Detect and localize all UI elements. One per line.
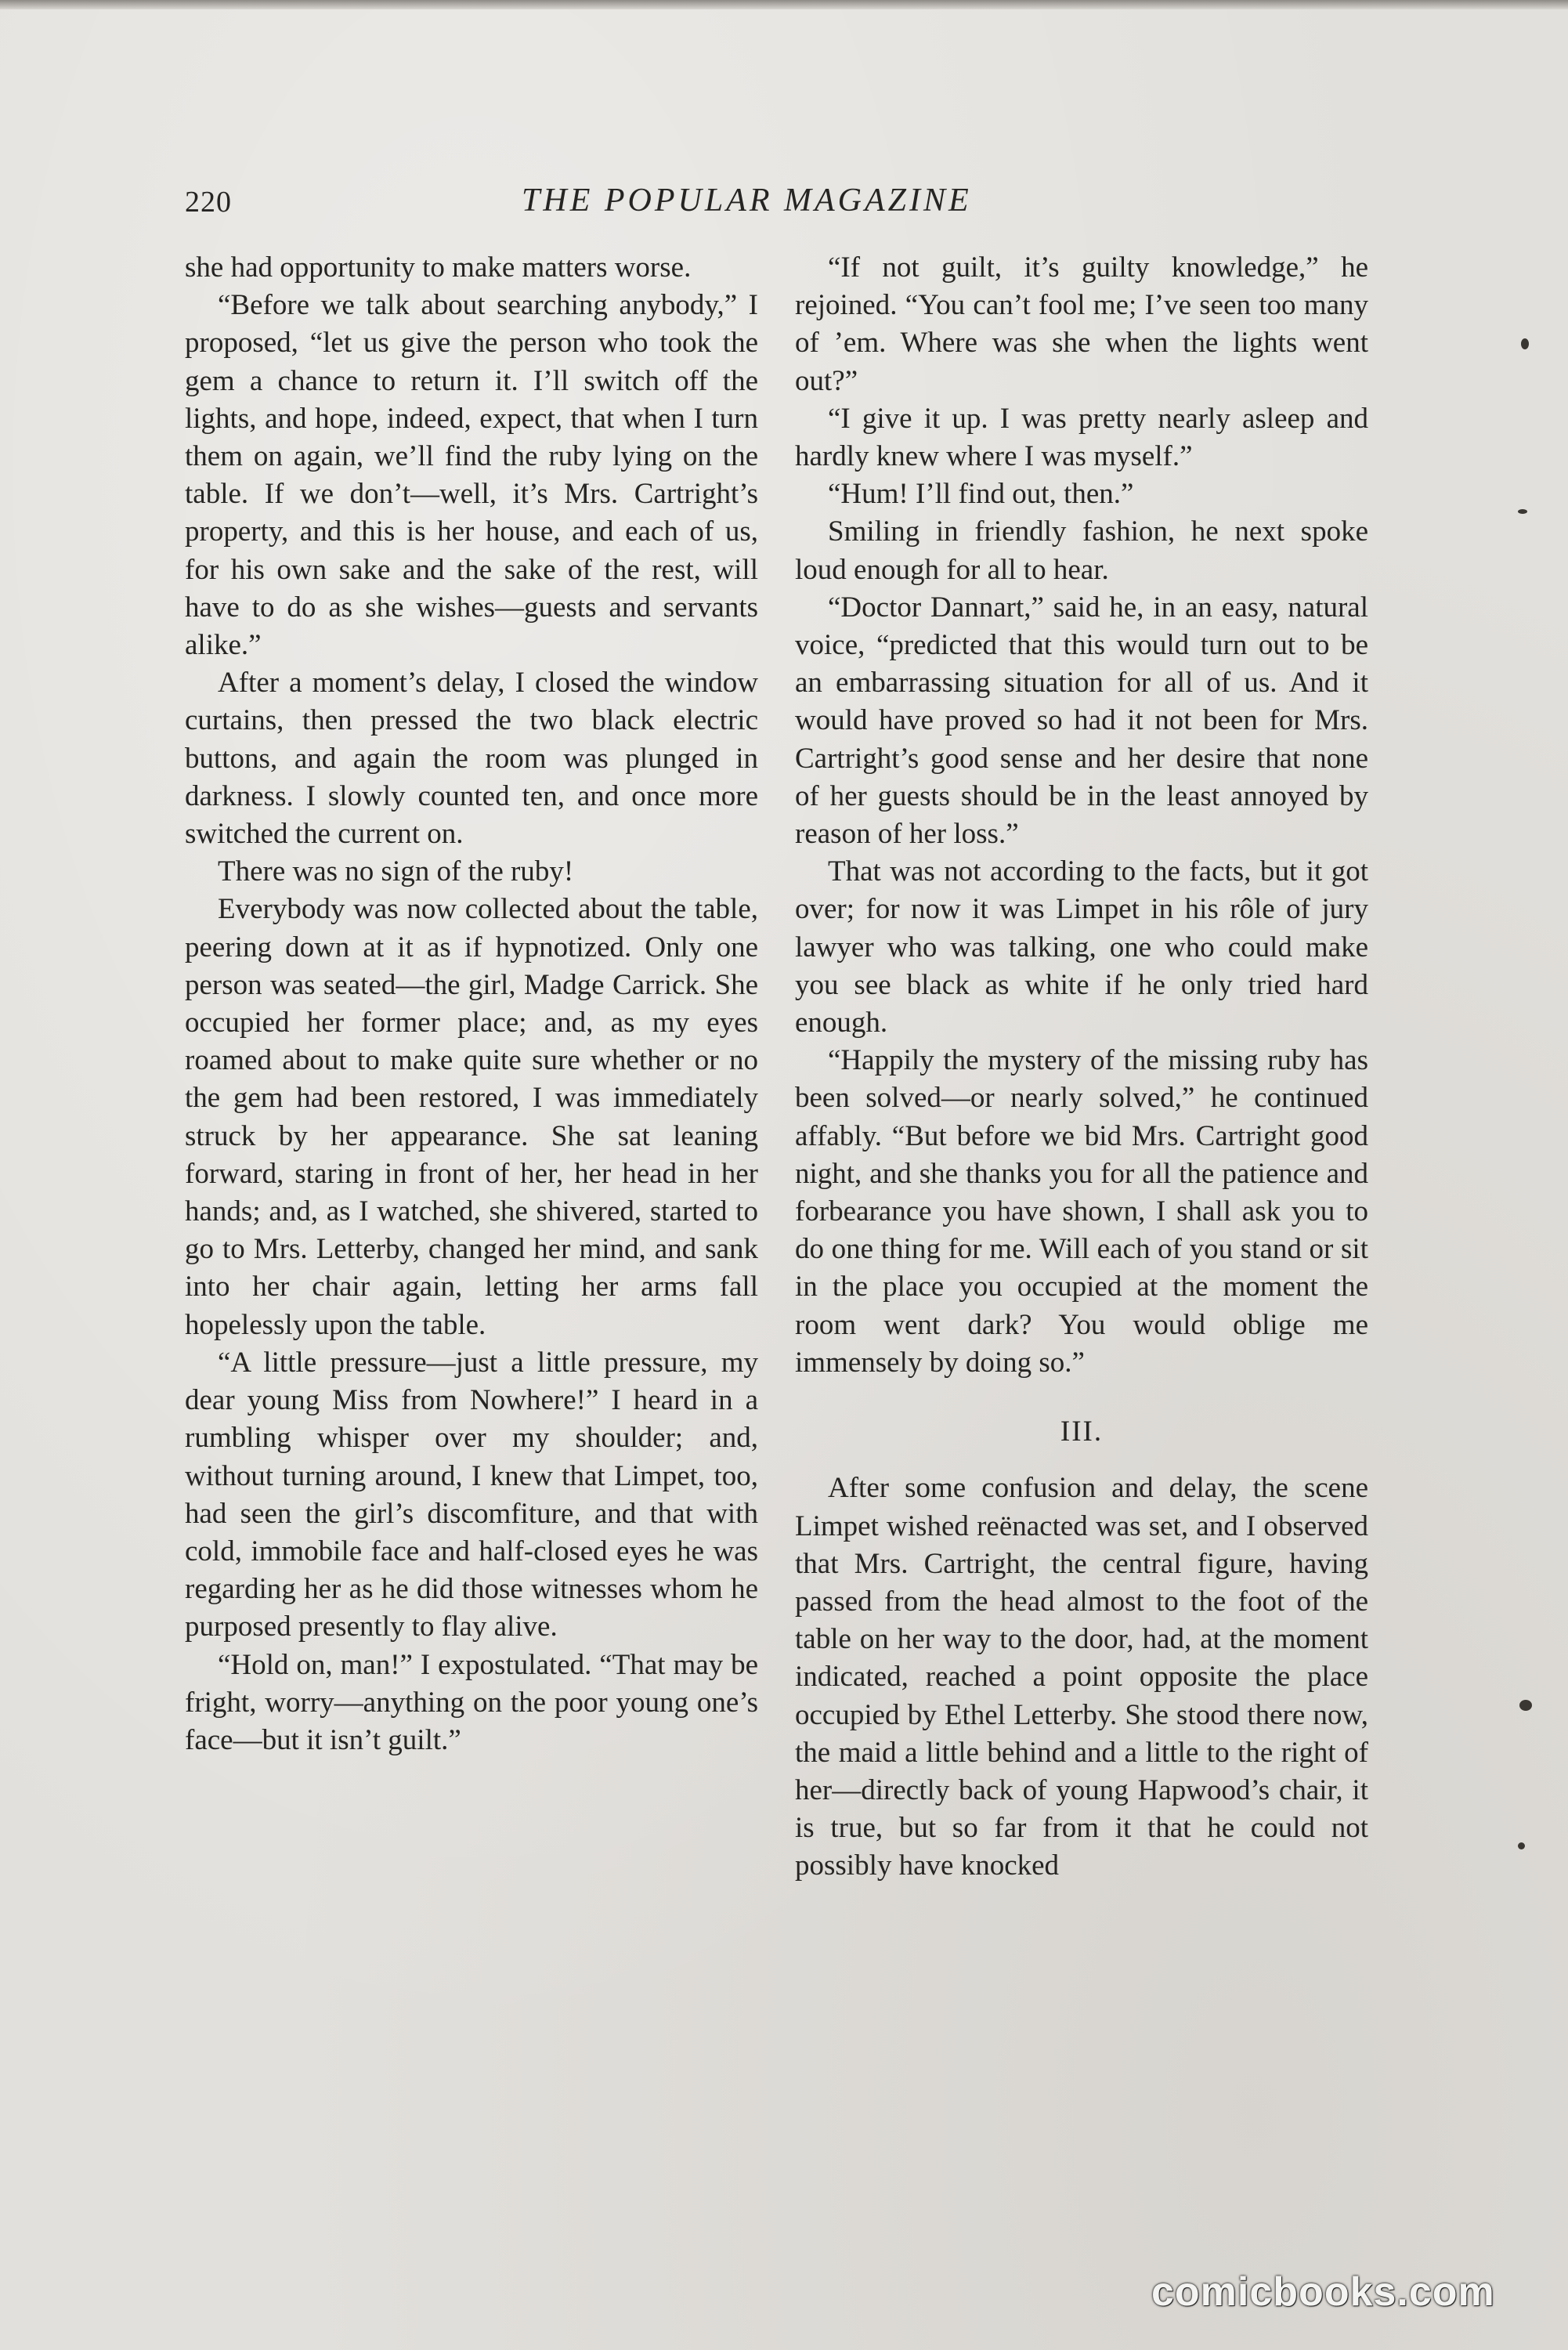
page-speck: [1521, 338, 1529, 349]
right-paragraph: Smiling in friendly fashion, he next spoke loud enough for all to hear.: [795, 515, 1368, 586]
right-paragraph: “If not guilt, it’s guilty knowledge,” he rejoined. “You can’t fool me; I’ve seen too many of ’em. Where was she when the lights went out?”: [795, 251, 1368, 397]
right-paragraph: “Doctor Dannart,” said he, in an easy, natural voice, “predicted that this would turn out to be an embarrassing situation for all of us. And it would have proved so had it not been for Mrs. Cartright’s good sense and her desire that none of her guests should be in the least annoyed by reason of her loss.”: [795, 591, 1368, 851]
page-header: [185, 182, 1367, 229]
left-paragraph: “Hold on, man!” I expostulated. “That may be fright, worry—anything on the poor young one’s face—but it isn’t guilt.”: [185, 1648, 758, 1756]
page-speck: [1518, 1842, 1525, 1849]
page-number: 220: [185, 186, 232, 219]
page-speck: [1518, 509, 1527, 514]
page-top-edge: [0, 0, 1568, 9]
left-paragraph: she had opportunity to make matters worse.: [185, 251, 692, 284]
page-speck: [1519, 1700, 1532, 1711]
left-paragraph: “A little pressure—just a little pressure, my dear young Miss from Nowhere!” I heard in a rumbling whisper over my shoulder; and, without turning around, I knew that Limpet, too, had seen the girl’s discomfiture, and that with cold, immobile face and half-closed eyes he was regarding her as he did those witnesses whom he purposed presently to flay alive.: [185, 1346, 758, 1643]
right-paragraph: After some confusion and delay, the scene Limpet wished reënacted was set, and I observed that Mrs. Cartright, the central figure, having passed from the head almost to the foot of the table on her way to the door, had, at the moment indicated, reached a point opposite the place occupied by Ethel Letterby. She stood there now, the maid a little behind and a little to the right of her—directly back of young Hapwood’s chair, it is true, but so far from it that he could not possibly have knocked: [795, 1472, 1368, 1882]
section-heading: III.: [1060, 1415, 1104, 1448]
left-paragraph: Everybody was now collected about the table, peering down at it as if hypnotized. Only one person was seated—the girl, Madge Carrick. She occupied her former place; and, as my eyes roamed about to make quite sure whether or no the gem had been restored, I was immediately struck by her appearance. She sat leaning forward, staring in front of her, her head in her hands; and, as I watched, she shivered, started to go to Mrs. Letterby, changed her mind, and sank into her chair again, letting her arms fall hopelessly upon the table.: [185, 893, 758, 1341]
right-paragraph: That was not according to the facts, but it got over; for now it was Limpet in his rôle of jury lawyer who was talking, one who could make you see black as white if he only tried hard enough.: [795, 855, 1368, 1039]
right-paragraph: “Hum! I’ll find out, then.”: [828, 478, 1134, 511]
left-paragraph: “Before we talk about searching anybody,” I proposed, “let us give the person who took the gem a chance to return it. I’ll switch off the lights, and hope, indeed, expect, that when I turn them on again, we’ll find the ruby lying on the table. If we don’t—well, it’s Mrs. Cartright’s property, and this is her house, and each of us, for his own sake and the sake of the rest, will have to do as she wishes—guests and servants alike.”: [185, 289, 758, 662]
watermark-logo: comicbooks.com: [1151, 2269, 1495, 2315]
right-paragraph: “Happily the mystery of the missing ruby has been solved—or nearly solved,” he continued affably. “But before we bid Mrs. Cartright good night, and she thanks you for all the patience and forbearance you have shown, I shall ask you to do one thing for me. Will each of you stand or sit in the place you occupied at the moment the room went dark? You would oblige me immensely by doing so.”: [795, 1044, 1368, 1379]
left-column: [185, 249, 758, 1759]
right-column: [795, 249, 1368, 1885]
left-paragraph: There was no sign of the ruby!: [218, 855, 574, 888]
right-paragraph: “I give it up. I was pretty nearly asleep and hardly knew where I was myself.”: [795, 402, 1368, 473]
left-paragraph: After a moment’s delay, I closed the window curtains, then pressed the two black electric buttons, and again the room was plunged in darkness. I slowly counted ten, and once more switched the current on.: [185, 667, 758, 851]
running-title: THE POPULAR MAGAZINE: [522, 183, 972, 219]
